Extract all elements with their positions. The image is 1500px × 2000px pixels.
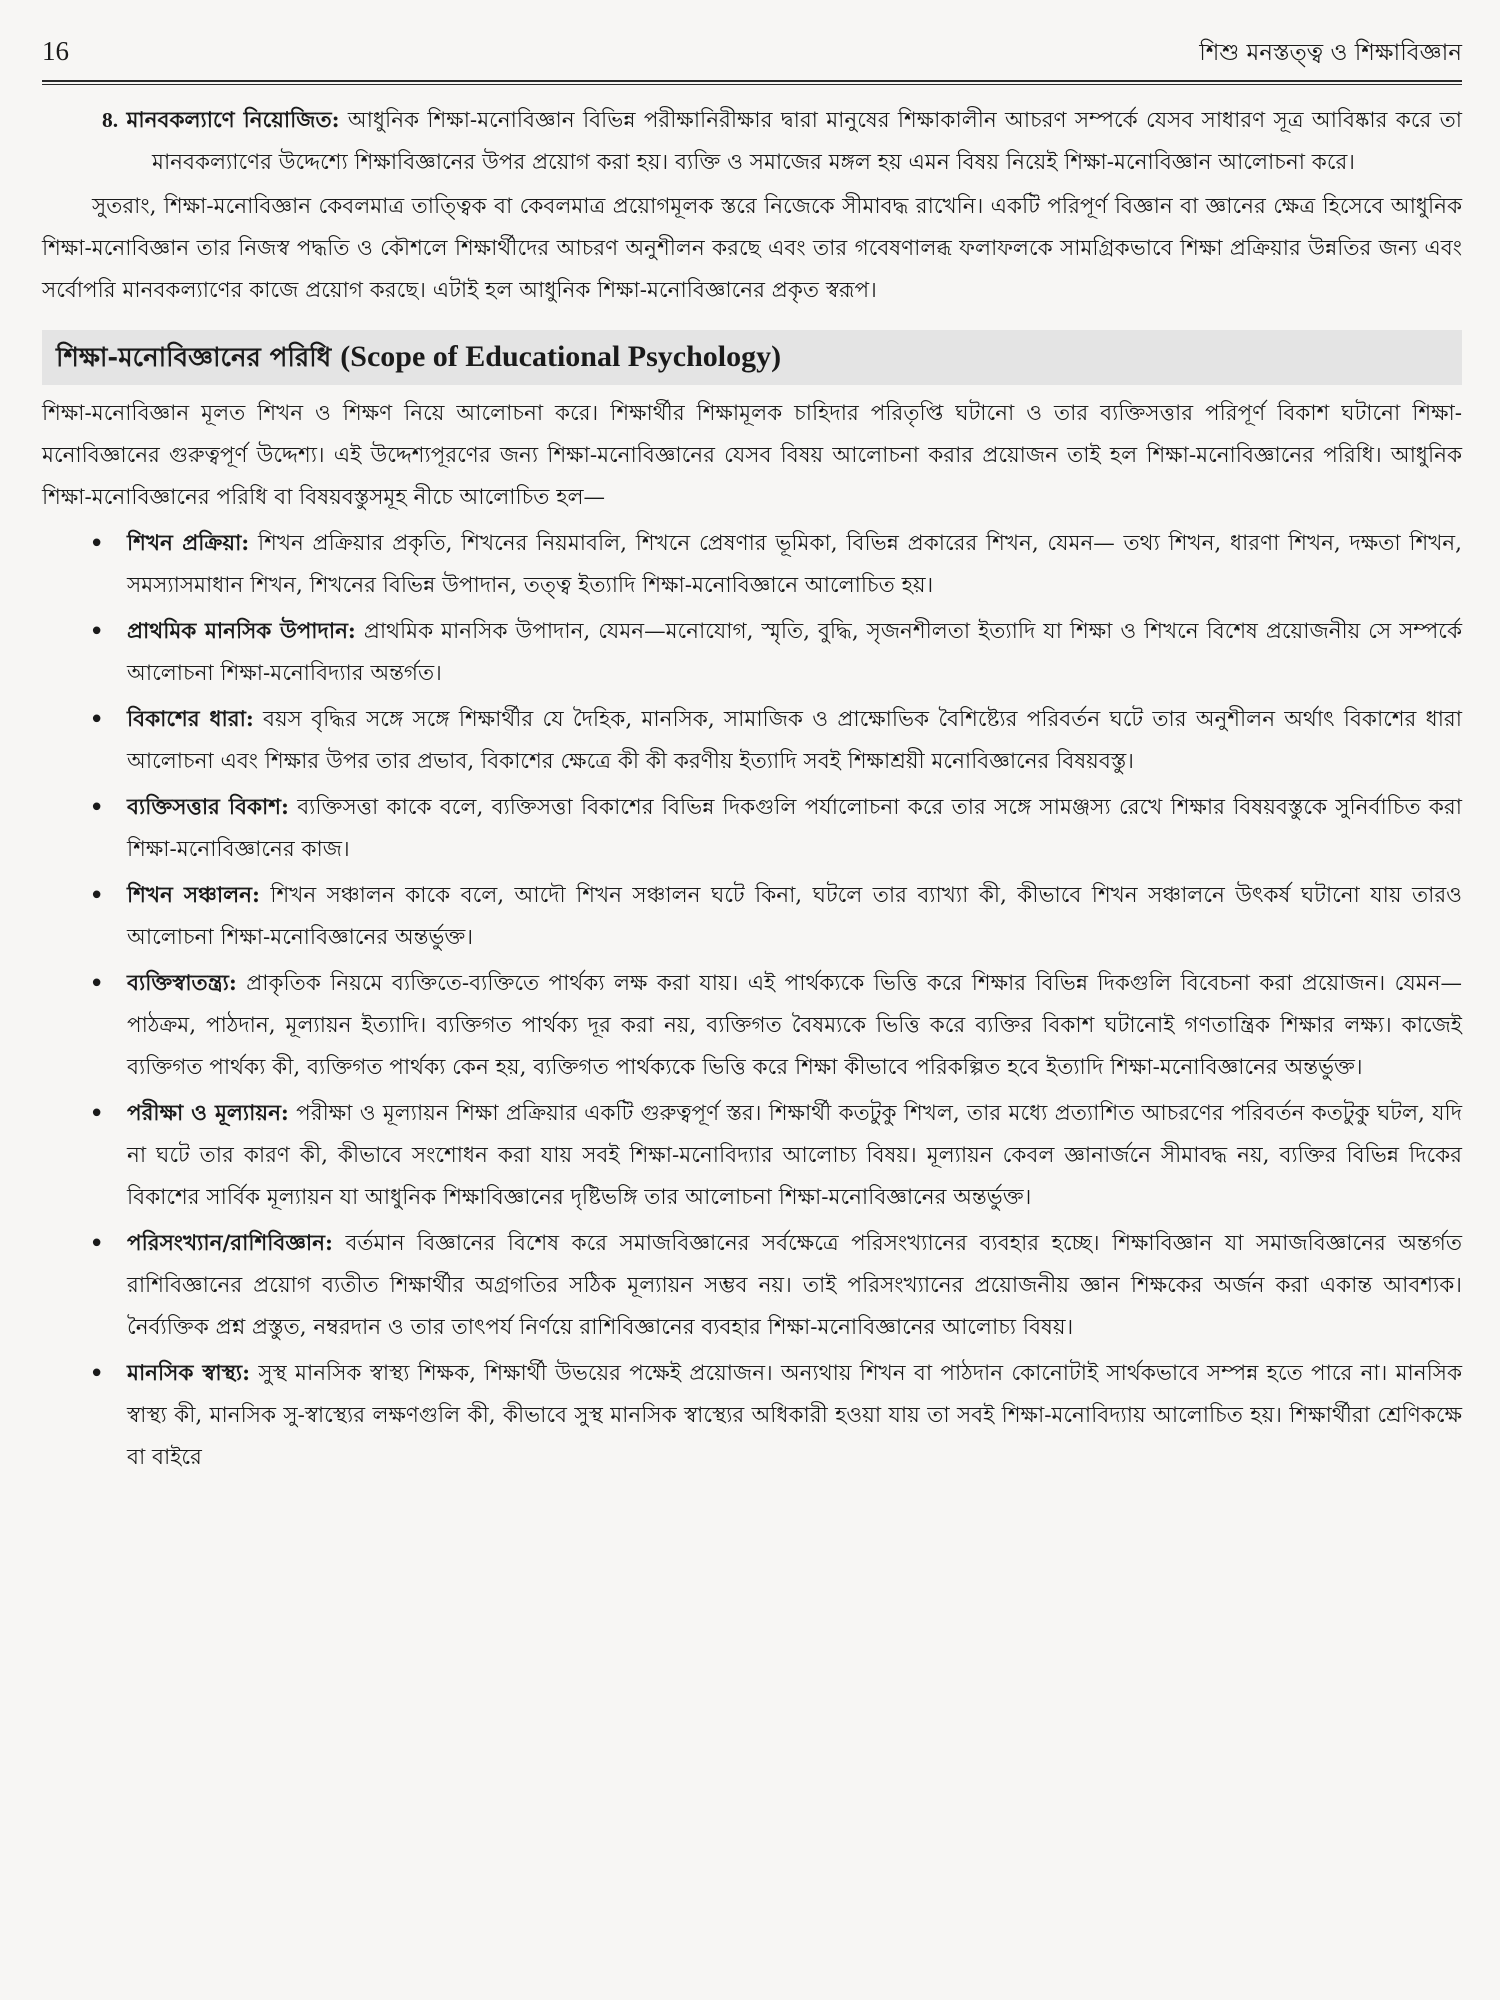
page-number: 16 [42,36,69,66]
section-intro: শিক্ষা-মনোবিজ্ঞান মূলত শিখন ও শিক্ষণ নিয়ে আলোচনা করে। শিক্ষার্থীর শিক্ষামূলক চাহিদার পরিতৃপ্তি ঘটানো ও তার ব্যক্তিসত্তার পরিপূর্ণ বিকাশ ঘটানো শিক্ষা-মনোবিজ্ঞানের গুরুত্বপূর্ণ উদ্দেশ্য। এই উদ্দেশ্যপূরণের জন্য শিক্ষা-মনোবিজ্ঞানের যেসব বিষয় আলোচনা করার প্রয়োজন তাই হল শিক্ষা-মনোবিজ্ঞানের পরিধি। আধুনিক শিক্ষা-মনোবিজ্ঞানের পরিধি বা বিষয়বস্তুসমূহ নীচে আলোচিত হল— [42,401,1462,510]
list-item-term: পরীক্ষা ও মূল্যায়ন: [127,1101,289,1126]
list-item [89,787,1462,871]
running-title: শিশু মনস্তত্ত্ব ও শিক্ষাবিজ্ঞান [1199,40,1462,66]
list-item [89,699,1462,783]
page-body [42,99,1462,1479]
list-item-term: ব্যক্তিসত্তার বিকাশ: [127,795,289,820]
bullet-icon: • [89,969,105,999]
bullet-icon: • [89,1099,105,1129]
section-heading-en: (Scope of Educational Psychology) [340,340,782,373]
list-item [89,963,1462,1089]
list-item-term: বিকাশের ধারা: [127,707,254,732]
list-item-text: শিখন সঞ্চালন কাকে বলে, আদৌ শিখন সঞ্চালন ঘটে কিনা, ঘটলে তার ব্যাখ্যা কী, কীভাবে শিখন সঞ্চালনে উৎকর্ষ ঘটানো যায় তারও আলোচনা শিক্ষা-মনোবিজ্ঞানের অন্তর্ভুক্ত। [127,883,1462,950]
bullet-icon: • [89,705,105,735]
running-header [42,30,1462,80]
bullet-icon: • [89,617,105,647]
summary-paragraph: সুতরাং, শিক্ষা-মনোবিজ্ঞান কেবলমাত্র তাত্ত্বিক বা কেবলমাত্র প্রয়োগমূলক স্তরে নিজেকে সীমাবদ্ধ রাখেনি। একটি পরিপূর্ণ বিজ্ঞান বা জ্ঞানের ক্ষেত্র হিসেবে আধুনিক শিক্ষা-মনোবিজ্ঞান তার নিজস্ব পদ্ধতি ও কৌশলে শিক্ষার্থীদের আচরণ অনুশীলন করছে এবং তার গবেষণালব্ধ ফলাফলকে সামগ্রিকভাবে শিক্ষা প্রক্রিয়ার উন্নতির জন্য এবং সর্বোপরি মানবকল্যাণের কাজে প্রয়োগ করছে। এটাই হল আধুনিক শিক্ষা-মনোবিজ্ঞানের প্রকৃত স্বরূপ। [42,194,1462,303]
list-item-text: পরীক্ষা ও মূল্যায়ন শিক্ষা প্রক্রিয়ার একটি গুরুত্বপূর্ণ স্তর। শিক্ষার্থী কতটুকু শিখল, তার মধ্যে প্রত্যাশিত আচরণের পরিবর্তন কতটুকু ঘটল, যদি না ঘটে তার কারণ কী, কীভাবে সংশোধন করা যায় সবই শিক্ষা-মনোবিদ্যার আলোচ্য বিষয়। মূল্যায়ন কেবল জ্ঞানার্জনে সীমাবদ্ধ নয়, ব্যক্তির বিভিন্ন দিকের বিকাশের সার্বিক মূল্যায়ন যা আধুনিক শিক্ষাবিজ্ঞানের দৃষ্টিভঙ্গি তার আলোচনা শিক্ষা-মনোবিজ্ঞানের অন্তর্ভুক্ত। [127,1101,1462,1210]
list-item-term: ব্যক্তিস্বাতন্ত্র্য: [127,971,237,996]
list-item-term: মানসিক স্বাস্থ্য: [127,1361,251,1386]
list-item [89,875,1462,959]
list-item [89,523,1462,607]
numbered-item-8 [102,99,1462,184]
list-item-text: প্রাকৃতিক নিয়মে ব্যক্তিতে-ব্যক্তিতে পার্থক্য লক্ষ করা যায়। এই পার্থক্যকে ভিত্তি করে শিক্ষার বিভিন্ন দিকগুলি বিবেচনা করা প্রয়োজন। যেমন— পাঠক্রম, পাঠদান, মূল্যায়ন ইত্যাদি। ব্যক্তিগত পার্থক্য দূর করা নয়, ব্যক্তিগত বৈষম্যকে ভিত্তি করে ব্যক্তির বিকাশ ঘটানোই গণতান্ত্রিক শিক্ষার লক্ষ্য। কাজেই ব্যক্তিগত পার্থক্য কী, ব্যক্তিগত পার্থক্য কেন হয়, ব্যক্তিগত পার্থক্যকে ভিত্তি করে শিক্ষা কীভাবে পরিকল্পিত হবে ইত্যাদি শিক্ষা-মনোবিজ্ঞানের অন্তর্ভুক্ত। [127,971,1462,1080]
list-item-text: ব্যক্তিসত্তা কাকে বলে, ব্যক্তিসত্তা বিকাশের বিভিন্ন দিকগুলি পর্যালোচনা করে তার সঙ্গে সামঞ্জস্য রেখে শিক্ষার বিষয়বস্তুকে সুনির্বাচিত করা শিক্ষা-মনোবিজ্ঞানের কাজ। [127,795,1462,862]
scope-list [42,523,1462,1479]
section-heading-bn: শিক্ষা-মনোবিজ্ঞানের পরিধি [56,343,332,373]
list-item [89,1223,1462,1349]
list-item [89,1353,1463,1479]
list-item-term: পরিসংখ্যান/রাশিবিজ্ঞান: [127,1231,333,1256]
item-text: আধুনিক শিক্ষা-মনোবিজ্ঞান বিভিন্ন পরীক্ষানিরীক্ষার দ্বারা মানুষের শিক্ষাকালীন আচরণ সম্পর্কে যেসব সাধারণ সূত্র আবিষ্কার করে তা মানবকল্যাণের উদ্দেশ্যে শিক্ষাবিজ্ঞানের উপর প্রয়োগ করা হয়। ব্যক্তি ও সমাজের মঙ্গল হয় এমন বিষয় নিয়েই শিক্ষা-মনোবিজ্ঞান আলোচনা করে। [152,108,1462,175]
list-item-text: প্রাথমিক মানসিক উপাদান, যেমন—মনোযোগ, স্মৃতি, বুদ্ধি, সৃজনশীলতা ইত্যাদি যা শিক্ষা ও শিখনে বিশেষ প্রয়োজনীয় সে সম্পর্কে আলোচনা শিক্ষা-মনোবিদ্যার অন্তর্গত। [127,619,1462,686]
list-item-text: বয়স বৃদ্ধির সঙ্গে সঙ্গে শিক্ষার্থীর যে দৈহিক, মানসিক, সামাজিক ও প্রাক্ষোভিক বৈশিষ্ট্যের পরিবর্তন ঘটে তার অনুশীলন অর্থাৎ বিকাশের ধারা আলোচনা এবং শিক্ষার উপর তার প্রভাব, বিকাশের ক্ষেত্রে কী কী করণীয় ইত্যাদি সবই শিক্ষাশ্রয়ী মনোবিজ্ঞানের বিষয়বস্তু। [127,707,1462,774]
bullet-icon: • [89,1359,105,1389]
item-number: 8. [102,108,119,132]
bullet-icon: • [89,529,105,559]
list-item-term: শিখন প্রক্রিয়া: [127,531,250,556]
book-page [42,30,1462,1483]
list-item-term: শিখন সঞ্চালন: [127,883,260,908]
list-item-text: সুস্থ মানসিক স্বাস্থ্য শিক্ষক, শিক্ষার্থী উভয়ের পক্ষেই প্রয়োজন। অন্যথায় শিখন বা পাঠদান কোনোটাই সার্থকভাবে সম্পন্ন হতে পারে না। মানসিক স্বাস্থ্য কী, মানসিক সু-স্বাস্থ্যের লক্ষণগুলি কী, কীভাবে সুস্থ মানসিক স্বাস্থ্যের অধিকারী হওয়া যায় তা সবই শিক্ষা-মনোবিদ্যায় আলোচিত হয়। শিক্ষার্থীরা শ্রেণিকক্ষে বা বাইরে [127,1361,1463,1470]
list-item [89,1093,1462,1219]
header-rule [42,80,1462,85]
list-item-text: বর্তমান বিজ্ঞানের বিশেষ করে সমাজবিজ্ঞানের সর্বক্ষেত্রে পরিসংখ্যানের ব্যবহার হচ্ছে। শিক্ষাবিজ্ঞান যা সমাজবিজ্ঞানের অন্তর্গত রাশিবিজ্ঞানের প্রয়োগ ব্যতীত শিক্ষার্থীর অগ্রগতির সঠিক মূল্যায়ন সম্ভব নয়। তাই পরিসংখ্যানের প্রয়োজনীয় জ্ঞান শিক্ষকের অর্জন করা একান্ত আবশ্যক। নৈর্ব্যক্তিক প্রশ্ন প্রস্তুত, নম্বরদান ও তার তাৎপর্য নির্ণয়ে রাশিবিজ্ঞানের ব্যবহার শিক্ষা-মনোবিজ্ঞানের আলোচ্য বিষয়। [127,1231,1462,1340]
bullet-icon: • [89,1229,105,1259]
item-term: মানবকল্যাণে নিয়োজিত: [126,108,340,133]
list-item-text: শিখন প্রক্রিয়ার প্রকৃতি, শিখনের নিয়মাবলি, শিখনে প্রেষণার ভূমিকা, বিভিন্ন প্রকারের শিখন, যেমন— তথ্য শিখন, ধারণা শিখন, দক্ষতা শিখন, সমস্যাসমাধান শিখন, শিখনের বিভিন্ন উপাদান, তত্ত্ব ইত্যাদি শিক্ষা-মনোবিজ্ঞানে আলোচিত হয়। [127,531,1462,598]
list-item-term: প্রাথমিক মানসিক উপাদান: [127,619,356,644]
section-heading [42,330,1462,385]
bullet-icon: • [89,793,105,823]
bullet-icon: • [89,881,105,911]
list-item [89,611,1462,695]
